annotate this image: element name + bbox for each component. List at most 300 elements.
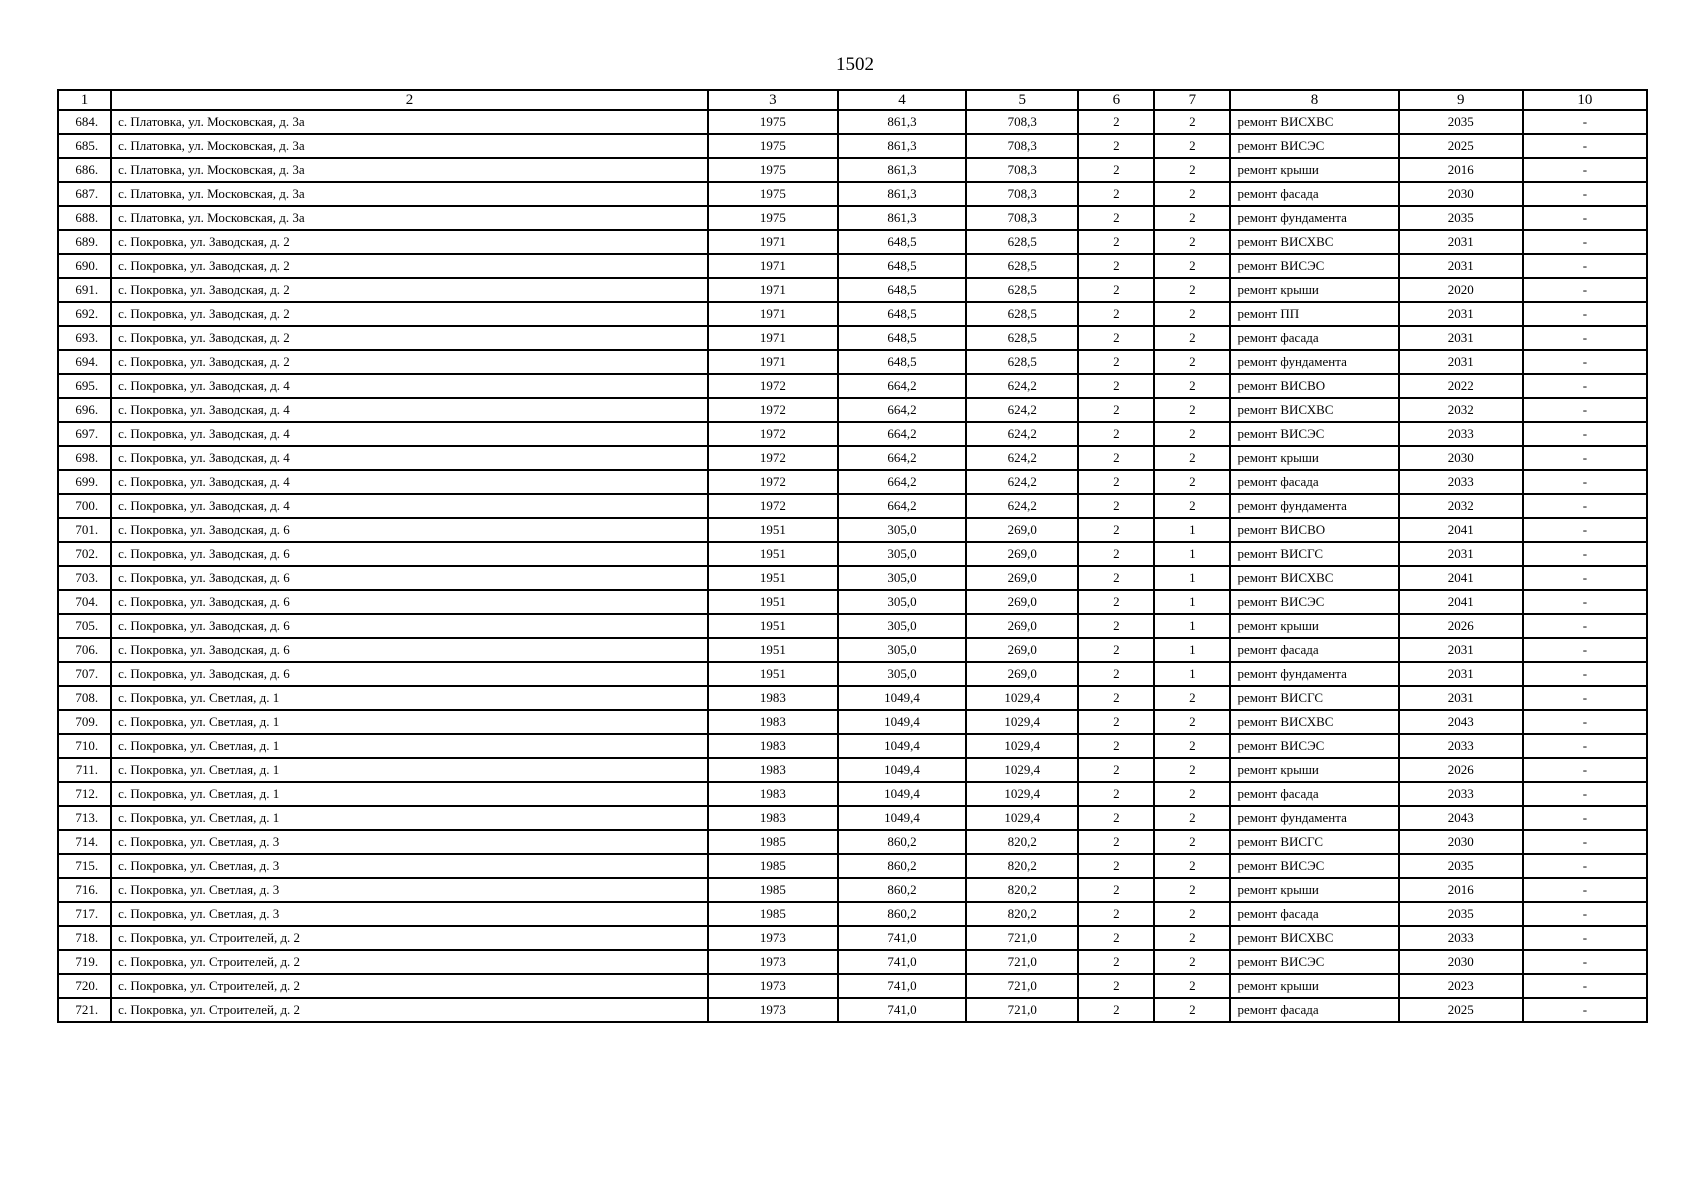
total-area-cell: 305,0	[838, 566, 966, 590]
year-built-cell: 1973	[708, 950, 838, 974]
planned-year-cell: 2031	[1399, 350, 1523, 374]
address-cell: с. Покровка, ул. Строителей, д. 2	[111, 950, 708, 974]
entrances-cell: 2	[1154, 374, 1230, 398]
table-row	[58, 110, 1647, 134]
total-area-cell: 741,0	[838, 998, 966, 1022]
total-area-cell: 861,3	[838, 134, 966, 158]
planned-year-cell: 2025	[1399, 134, 1523, 158]
planned-year-cell: 2031	[1399, 662, 1523, 686]
planned-year-cell: 2030	[1399, 446, 1523, 470]
row-number-cell: 688.	[58, 206, 111, 230]
total-area-cell: 741,0	[838, 950, 966, 974]
row-number-cell: 703.	[58, 566, 111, 590]
address-cell: с. Покровка, ул. Заводская, д. 6	[111, 518, 708, 542]
total-area-cell: 305,0	[838, 590, 966, 614]
address-cell: с. Покровка, ул. Светлая, д. 3	[111, 902, 708, 926]
row-number-cell: 711.	[58, 758, 111, 782]
year-built-cell: 1971	[708, 254, 838, 278]
planned-year-cell: 2031	[1399, 254, 1523, 278]
row-number-cell: 707.	[58, 662, 111, 686]
address-cell: с. Покровка, ул. Заводская, д. 4	[111, 470, 708, 494]
floors-cell: 2	[1078, 254, 1154, 278]
planned-year-cell: 2032	[1399, 398, 1523, 422]
work-type-cell: ремонт фасада	[1230, 470, 1398, 494]
note-cell: -	[1523, 902, 1647, 926]
total-area-cell: 305,0	[838, 614, 966, 638]
table-row	[58, 254, 1647, 278]
year-built-cell: 1973	[708, 998, 838, 1022]
floors-cell: 2	[1078, 230, 1154, 254]
address-cell: с. Покровка, ул. Светлая, д. 1	[111, 686, 708, 710]
entrances-cell: 2	[1154, 398, 1230, 422]
planned-year-cell: 2032	[1399, 494, 1523, 518]
planned-year-cell: 2031	[1399, 542, 1523, 566]
table-row	[58, 926, 1647, 950]
table-row	[58, 350, 1647, 374]
address-cell: с. Покровка, ул. Светлая, д. 3	[111, 854, 708, 878]
note-cell: -	[1523, 134, 1647, 158]
row-number-cell: 717.	[58, 902, 111, 926]
note-cell: -	[1523, 326, 1647, 350]
address-cell: с. Покровка, ул. Заводская, д. 6	[111, 590, 708, 614]
table-row	[58, 758, 1647, 782]
table-row	[58, 542, 1647, 566]
page-number: 1502	[836, 54, 874, 75]
planned-year-cell: 2031	[1399, 686, 1523, 710]
address-cell: с. Покровка, ул. Заводская, д. 4	[111, 422, 708, 446]
note-cell: -	[1523, 518, 1647, 542]
year-built-cell: 1972	[708, 446, 838, 470]
address-cell: с. Платовка, ул. Московская, д. 3а	[111, 158, 708, 182]
note-cell: -	[1523, 470, 1647, 494]
year-built-cell: 1983	[708, 758, 838, 782]
table-row	[58, 158, 1647, 182]
entrances-cell: 2	[1154, 854, 1230, 878]
work-type-cell: ремонт ВИСГС	[1230, 830, 1398, 854]
work-type-cell: ремонт ПП	[1230, 302, 1398, 326]
address-cell: с. Покровка, ул. Заводская, д. 4	[111, 446, 708, 470]
total-area-cell: 861,3	[838, 158, 966, 182]
total-area-cell: 1049,4	[838, 806, 966, 830]
table-row	[58, 590, 1647, 614]
year-built-cell: 1951	[708, 542, 838, 566]
note-cell: -	[1523, 494, 1647, 518]
address-cell: с. Платовка, ул. Московская, д. 3а	[111, 110, 708, 134]
planned-year-cell: 2033	[1399, 470, 1523, 494]
living-area-cell: 708,3	[966, 206, 1078, 230]
living-area-cell: 624,2	[966, 446, 1078, 470]
year-built-cell: 1973	[708, 926, 838, 950]
table-row	[58, 614, 1647, 638]
table-row	[58, 662, 1647, 686]
row-number-cell: 698.	[58, 446, 111, 470]
total-area-cell: 648,5	[838, 278, 966, 302]
entrances-cell: 2	[1154, 110, 1230, 134]
living-area-cell: 624,2	[966, 398, 1078, 422]
row-number-cell: 686.	[58, 158, 111, 182]
work-type-cell: ремонт ВИСЭС	[1230, 854, 1398, 878]
year-built-cell: 1971	[708, 278, 838, 302]
living-area-cell: 269,0	[966, 590, 1078, 614]
planned-year-cell: 2031	[1399, 638, 1523, 662]
entrances-cell: 2	[1154, 350, 1230, 374]
total-area-cell: 861,3	[838, 182, 966, 206]
address-cell: с. Покровка, ул. Светлая, д. 1	[111, 782, 708, 806]
living-area-cell: 624,2	[966, 470, 1078, 494]
total-area-cell: 861,3	[838, 206, 966, 230]
work-type-cell: ремонт крыши	[1230, 278, 1398, 302]
planned-year-cell: 2043	[1399, 710, 1523, 734]
entrances-cell: 2	[1154, 974, 1230, 998]
floors-cell: 2	[1078, 686, 1154, 710]
row-number-cell: 685.	[58, 134, 111, 158]
year-built-cell: 1972	[708, 422, 838, 446]
note-cell: -	[1523, 614, 1647, 638]
living-area-cell: 708,3	[966, 134, 1078, 158]
entrances-cell: 1	[1154, 518, 1230, 542]
living-area-cell: 628,5	[966, 350, 1078, 374]
total-area-cell: 741,0	[838, 926, 966, 950]
planned-year-cell: 2022	[1399, 374, 1523, 398]
note-cell: -	[1523, 638, 1647, 662]
work-type-cell: ремонт фундамента	[1230, 206, 1398, 230]
table-row	[58, 566, 1647, 590]
note-cell: -	[1523, 182, 1647, 206]
row-number-cell: 689.	[58, 230, 111, 254]
entrances-cell: 2	[1154, 686, 1230, 710]
address-cell: с. Платовка, ул. Московская, д. 3а	[111, 134, 708, 158]
entrances-cell: 2	[1154, 158, 1230, 182]
total-area-cell: 860,2	[838, 878, 966, 902]
year-built-cell: 1975	[708, 110, 838, 134]
total-area-cell: 648,5	[838, 230, 966, 254]
floors-cell: 2	[1078, 878, 1154, 902]
table-row	[58, 326, 1647, 350]
note-cell: -	[1523, 254, 1647, 278]
work-type-cell: ремонт ВИСГС	[1230, 542, 1398, 566]
table-row	[58, 302, 1647, 326]
work-type-cell: ремонт крыши	[1230, 878, 1398, 902]
planned-year-cell: 2035	[1399, 854, 1523, 878]
living-area-cell: 269,0	[966, 614, 1078, 638]
work-type-cell: ремонт фасада	[1230, 326, 1398, 350]
year-built-cell: 1983	[708, 734, 838, 758]
year-built-cell: 1951	[708, 638, 838, 662]
address-cell: с. Покровка, ул. Строителей, д. 2	[111, 926, 708, 950]
entrances-cell: 2	[1154, 782, 1230, 806]
floors-cell: 2	[1078, 158, 1154, 182]
living-area-cell: 624,2	[966, 422, 1078, 446]
row-number-cell: 684.	[58, 110, 111, 134]
living-area-cell: 1029,4	[966, 782, 1078, 806]
planned-year-cell: 2023	[1399, 974, 1523, 998]
living-area-cell: 1029,4	[966, 806, 1078, 830]
row-number-cell: 714.	[58, 830, 111, 854]
planned-year-cell: 2033	[1399, 422, 1523, 446]
address-cell: с. Покровка, ул. Заводская, д. 4	[111, 398, 708, 422]
total-area-cell: 1049,4	[838, 734, 966, 758]
note-cell: -	[1523, 398, 1647, 422]
work-type-cell: ремонт ВИСВО	[1230, 374, 1398, 398]
row-number-cell: 719.	[58, 950, 111, 974]
total-area-cell: 1049,4	[838, 710, 966, 734]
entrances-cell: 2	[1154, 926, 1230, 950]
work-type-cell: ремонт ВИСВО	[1230, 518, 1398, 542]
address-cell: с. Покровка, ул. Светлая, д. 1	[111, 734, 708, 758]
address-cell: с. Платовка, ул. Московская, д. 3а	[111, 206, 708, 230]
table-row	[58, 446, 1647, 470]
floors-cell: 2	[1078, 278, 1154, 302]
address-cell: с. Покровка, ул. Заводская, д. 6	[111, 542, 708, 566]
table-row	[58, 278, 1647, 302]
row-number-cell: 713.	[58, 806, 111, 830]
work-type-cell: ремонт ВИСЭС	[1230, 734, 1398, 758]
note-cell: -	[1523, 710, 1647, 734]
total-area-cell: 305,0	[838, 518, 966, 542]
floors-cell: 2	[1078, 302, 1154, 326]
total-area-cell: 861,3	[838, 110, 966, 134]
note-cell: -	[1523, 422, 1647, 446]
planned-year-cell: 2026	[1399, 614, 1523, 638]
floors-cell: 2	[1078, 518, 1154, 542]
table-row	[58, 734, 1647, 758]
living-area-cell: 708,3	[966, 158, 1078, 182]
address-cell: с. Покровка, ул. Заводская, д. 2	[111, 278, 708, 302]
work-type-cell: ремонт ВИСЭС	[1230, 422, 1398, 446]
entrances-cell: 2	[1154, 950, 1230, 974]
year-built-cell: 1951	[708, 614, 838, 638]
note-cell: -	[1523, 206, 1647, 230]
column-header-7: 7	[1154, 90, 1230, 110]
work-type-cell: ремонт фундамента	[1230, 806, 1398, 830]
entrances-cell: 2	[1154, 326, 1230, 350]
column-header-5: 5	[966, 90, 1078, 110]
work-type-cell: ремонт ВИСХВС	[1230, 566, 1398, 590]
entrances-cell: 2	[1154, 998, 1230, 1022]
column-header-8: 8	[1230, 90, 1398, 110]
floors-cell: 2	[1078, 830, 1154, 854]
year-built-cell: 1985	[708, 902, 838, 926]
living-area-cell: 628,5	[966, 302, 1078, 326]
year-built-cell: 1951	[708, 566, 838, 590]
row-number-cell: 699.	[58, 470, 111, 494]
work-type-cell: ремонт ВИСХВС	[1230, 926, 1398, 950]
entrances-cell: 2	[1154, 710, 1230, 734]
living-area-cell: 721,0	[966, 998, 1078, 1022]
total-area-cell: 1049,4	[838, 686, 966, 710]
planned-year-cell: 2031	[1399, 230, 1523, 254]
floors-cell: 2	[1078, 782, 1154, 806]
planned-year-cell: 2033	[1399, 782, 1523, 806]
living-area-cell: 624,2	[966, 494, 1078, 518]
floors-cell: 2	[1078, 542, 1154, 566]
work-type-cell: ремонт крыши	[1230, 158, 1398, 182]
total-area-cell: 741,0	[838, 974, 966, 998]
floors-cell: 2	[1078, 998, 1154, 1022]
living-area-cell: 820,2	[966, 830, 1078, 854]
planned-year-cell: 2030	[1399, 830, 1523, 854]
row-number-cell: 710.	[58, 734, 111, 758]
row-number-cell: 694.	[58, 350, 111, 374]
planned-year-cell: 2035	[1399, 902, 1523, 926]
total-area-cell: 664,2	[838, 398, 966, 422]
column-header-3: 3	[708, 90, 838, 110]
planned-year-cell: 2020	[1399, 278, 1523, 302]
table-row	[58, 182, 1647, 206]
living-area-cell: 269,0	[966, 662, 1078, 686]
table-row	[58, 470, 1647, 494]
note-cell: -	[1523, 830, 1647, 854]
living-area-cell: 1029,4	[966, 758, 1078, 782]
living-area-cell: 721,0	[966, 974, 1078, 998]
address-cell: с. Покровка, ул. Заводская, д. 4	[111, 374, 708, 398]
table-row	[58, 230, 1647, 254]
total-area-cell: 860,2	[838, 854, 966, 878]
note-cell: -	[1523, 278, 1647, 302]
work-type-cell: ремонт ВИСХВС	[1230, 230, 1398, 254]
note-cell: -	[1523, 974, 1647, 998]
table-row	[58, 422, 1647, 446]
living-area-cell: 1029,4	[966, 686, 1078, 710]
table-row	[58, 518, 1647, 542]
living-area-cell: 269,0	[966, 518, 1078, 542]
floors-cell: 2	[1078, 614, 1154, 638]
living-area-cell: 269,0	[966, 638, 1078, 662]
row-number-cell: 702.	[58, 542, 111, 566]
address-cell: с. Покровка, ул. Заводская, д. 2	[111, 230, 708, 254]
floors-cell: 2	[1078, 638, 1154, 662]
note-cell: -	[1523, 686, 1647, 710]
table-row	[58, 830, 1647, 854]
note-cell: -	[1523, 662, 1647, 686]
work-type-cell: ремонт фасада	[1230, 638, 1398, 662]
entrances-cell: 2	[1154, 806, 1230, 830]
work-type-cell: ремонт крыши	[1230, 758, 1398, 782]
entrances-cell: 2	[1154, 494, 1230, 518]
year-built-cell: 1972	[708, 398, 838, 422]
row-number-cell: 708.	[58, 686, 111, 710]
year-built-cell: 1972	[708, 494, 838, 518]
floors-cell: 2	[1078, 110, 1154, 134]
floors-cell: 2	[1078, 974, 1154, 998]
entrances-cell: 2	[1154, 902, 1230, 926]
entrances-cell: 2	[1154, 830, 1230, 854]
total-area-cell: 664,2	[838, 446, 966, 470]
table-row	[58, 374, 1647, 398]
year-built-cell: 1975	[708, 206, 838, 230]
total-area-cell: 648,5	[838, 326, 966, 350]
table-row	[58, 638, 1647, 662]
column-header-1: 1	[58, 90, 111, 110]
floors-cell: 2	[1078, 350, 1154, 374]
table-row	[58, 710, 1647, 734]
note-cell: -	[1523, 350, 1647, 374]
note-cell: -	[1523, 758, 1647, 782]
planned-year-cell: 2031	[1399, 302, 1523, 326]
planned-year-cell: 2026	[1399, 758, 1523, 782]
floors-cell: 2	[1078, 398, 1154, 422]
total-area-cell: 664,2	[838, 470, 966, 494]
living-area-cell: 721,0	[966, 950, 1078, 974]
planned-year-cell: 2035	[1399, 110, 1523, 134]
row-number-cell: 704.	[58, 590, 111, 614]
row-number-cell: 697.	[58, 422, 111, 446]
total-area-cell: 664,2	[838, 374, 966, 398]
total-area-cell: 1049,4	[838, 758, 966, 782]
year-built-cell: 1975	[708, 134, 838, 158]
note-cell: -	[1523, 446, 1647, 470]
year-built-cell: 1983	[708, 710, 838, 734]
planned-year-cell: 2016	[1399, 878, 1523, 902]
planned-year-cell: 2030	[1399, 950, 1523, 974]
work-type-cell: ремонт фундамента	[1230, 350, 1398, 374]
row-number-cell: 691.	[58, 278, 111, 302]
column-header-9: 9	[1399, 90, 1523, 110]
living-area-cell: 1029,4	[966, 710, 1078, 734]
row-number-cell: 709.	[58, 710, 111, 734]
table-row	[58, 686, 1647, 710]
address-cell: с. Покровка, ул. Заводская, д. 2	[111, 254, 708, 278]
entrances-cell: 1	[1154, 542, 1230, 566]
floors-cell: 2	[1078, 950, 1154, 974]
floors-cell: 2	[1078, 926, 1154, 950]
note-cell: -	[1523, 806, 1647, 830]
living-area-cell: 820,2	[966, 854, 1078, 878]
floors-cell: 2	[1078, 710, 1154, 734]
planned-year-cell: 2033	[1399, 734, 1523, 758]
year-built-cell: 1985	[708, 878, 838, 902]
total-area-cell: 664,2	[838, 422, 966, 446]
floors-cell: 2	[1078, 662, 1154, 686]
planned-year-cell: 2035	[1399, 206, 1523, 230]
address-cell: с. Покровка, ул. Светлая, д. 1	[111, 758, 708, 782]
note-cell: -	[1523, 590, 1647, 614]
address-cell: с. Покровка, ул. Строителей, д. 2	[111, 974, 708, 998]
repair-schedule-table	[57, 89, 1648, 1023]
planned-year-cell: 2033	[1399, 926, 1523, 950]
living-area-cell: 269,0	[966, 542, 1078, 566]
year-built-cell: 1985	[708, 854, 838, 878]
total-area-cell: 664,2	[838, 494, 966, 518]
note-cell: -	[1523, 110, 1647, 134]
row-number-cell: 715.	[58, 854, 111, 878]
address-cell: с. Покровка, ул. Заводская, д. 2	[111, 350, 708, 374]
table-row	[58, 494, 1647, 518]
total-area-cell: 1049,4	[838, 782, 966, 806]
row-number-cell: 692.	[58, 302, 111, 326]
living-area-cell: 708,3	[966, 182, 1078, 206]
address-cell: с. Покровка, ул. Светлая, д. 1	[111, 806, 708, 830]
note-cell: -	[1523, 926, 1647, 950]
entrances-cell: 2	[1154, 230, 1230, 254]
table-row	[58, 782, 1647, 806]
total-area-cell: 648,5	[838, 254, 966, 278]
floors-cell: 2	[1078, 206, 1154, 230]
year-built-cell: 1951	[708, 518, 838, 542]
living-area-cell: 1029,4	[966, 734, 1078, 758]
table-row	[58, 206, 1647, 230]
row-number-cell: 696.	[58, 398, 111, 422]
entrances-cell: 1	[1154, 590, 1230, 614]
planned-year-cell: 2030	[1399, 182, 1523, 206]
living-area-cell: 628,5	[966, 230, 1078, 254]
entrances-cell: 1	[1154, 566, 1230, 590]
row-number-cell: 706.	[58, 638, 111, 662]
header-row	[58, 90, 1647, 110]
entrances-cell: 2	[1154, 878, 1230, 902]
work-type-cell: ремонт фасада	[1230, 902, 1398, 926]
entrances-cell: 2	[1154, 182, 1230, 206]
